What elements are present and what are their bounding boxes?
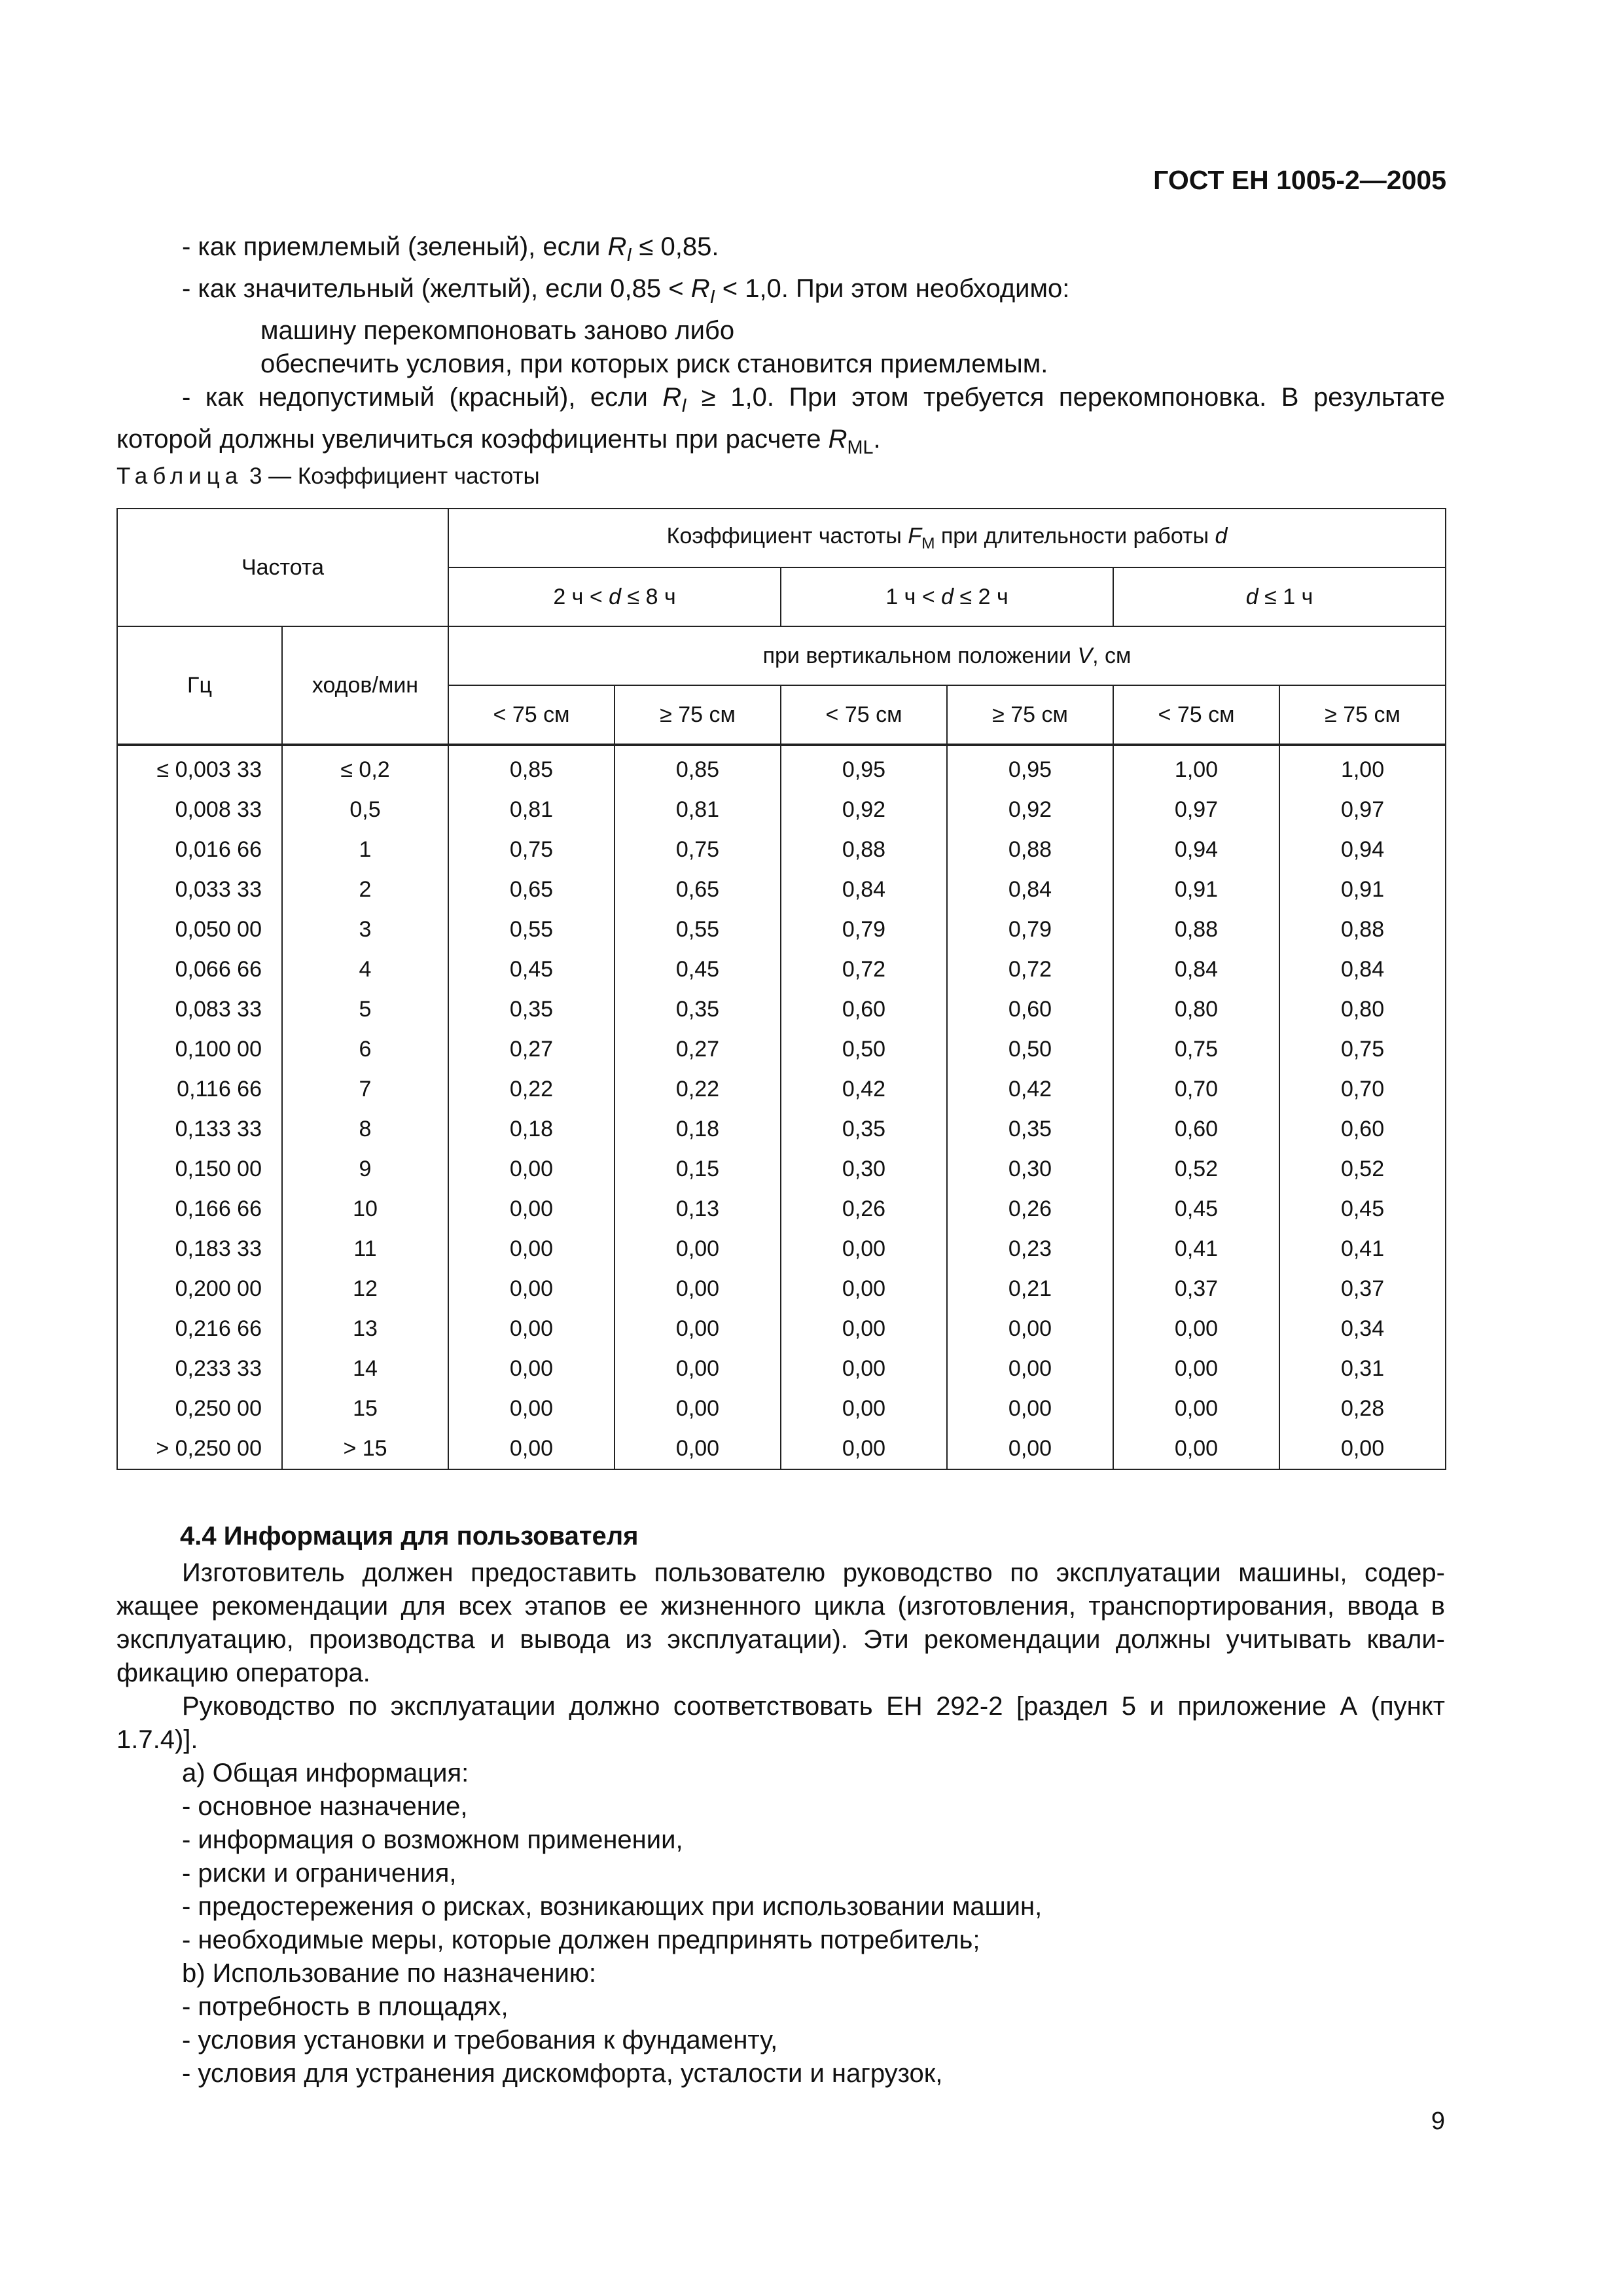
list-item: - предостережения о рисках, возникающих при использовании машин, xyxy=(182,1892,1043,1921)
strokes-cell: ≤ 0,2 xyxy=(282,745,448,790)
coefficient-cell: 0,00 xyxy=(1113,1429,1279,1469)
coefficient-cell: 0,35 xyxy=(781,1109,947,1149)
strokes-cell: 9 xyxy=(282,1149,448,1189)
frequency-hz-cell: 0,250 00 xyxy=(117,1389,282,1429)
coefficient-cell: 0,85 xyxy=(615,745,781,790)
coefficient-cell: 0,72 xyxy=(781,950,947,990)
coefficient-cell: 0,75 xyxy=(448,830,615,870)
coefficient-cell: 0,84 xyxy=(1113,950,1279,990)
coefficient-cell: 0,00 xyxy=(781,1229,947,1269)
strokes-cell: 4 xyxy=(282,950,448,990)
coefficient-cell: 1,00 xyxy=(1279,745,1446,790)
coefficient-cell: 0,22 xyxy=(615,1069,781,1109)
coefficient-cell: 0,60 xyxy=(1113,1109,1279,1149)
ge-75-header: ≥ 75 см xyxy=(947,685,1113,745)
acceptable-item: - как приемлемый (зеленый), если $R_I \le 0,85$. xyxy=(182,232,719,266)
list-item: - основное назначение, xyxy=(182,1792,468,1821)
coefficient-cell: 0,65 xyxy=(448,870,615,910)
ge-75-header: ≥ 75 см xyxy=(1279,685,1446,745)
coefficient-cell: 0,26 xyxy=(781,1189,947,1229)
frequency-hz-cell: 0,116 66 xyxy=(117,1069,282,1109)
lt-75-header: < 75 см xyxy=(448,685,615,745)
frequency-hz-cell: 0,008 33 xyxy=(117,790,282,830)
coefficient-cell: 0,00 xyxy=(1113,1389,1279,1429)
coefficient-cell: 0,79 xyxy=(947,910,1113,950)
list-item: - риски и ограничения, xyxy=(182,1859,457,1888)
coefficient-cell: 0,88 xyxy=(1113,910,1279,950)
hz-header: Гц xyxy=(117,626,282,745)
table-row xyxy=(117,1349,1446,1389)
duration-1-2h-header: 1 ч < d ≤ 2 ч xyxy=(781,567,1113,626)
coefficient-cell: 0,00 xyxy=(781,1429,947,1469)
coefficient-cell: 0,84 xyxy=(947,870,1113,910)
list-heading-b: b) Использование по назначению: xyxy=(182,1959,596,1988)
strokes-cell: 15 xyxy=(282,1389,448,1429)
coefficient-cell: 0,88 xyxy=(1279,910,1446,950)
table-row xyxy=(117,1109,1446,1149)
frequency-hz-cell: 0,100 00 xyxy=(117,1030,282,1069)
coefficient-cell: 0,00 xyxy=(615,1269,781,1309)
coefficient-cell: 0,70 xyxy=(1113,1069,1279,1109)
coefficient-cell: 0,00 xyxy=(448,1349,615,1389)
table-row xyxy=(117,745,1446,790)
coefficient-cell: 0,15 xyxy=(615,1149,781,1189)
list-item: - условия для устранения дискомфорта, усталости и нагрузок, xyxy=(182,2059,943,2088)
coefficient-cell: 0,37 xyxy=(1113,1269,1279,1309)
coefficient-cell: 0,13 xyxy=(615,1189,781,1229)
coefficient-cell: 0,85 xyxy=(448,745,615,790)
coefficient-cell: 0,80 xyxy=(1279,990,1446,1030)
coefficient-cell: 0,60 xyxy=(781,990,947,1030)
coefficient-cell: 0,52 xyxy=(1279,1149,1446,1189)
coefficient-cell: 0,35 xyxy=(448,990,615,1030)
ge-75-header: ≥ 75 см xyxy=(615,685,781,745)
strokes-cell: 14 xyxy=(282,1349,448,1389)
page-number: 9 xyxy=(1431,2108,1445,2135)
coefficient-cell: 0,84 xyxy=(781,870,947,910)
coefficient-cell: 0,30 xyxy=(947,1149,1113,1189)
strokes-cell: 8 xyxy=(282,1109,448,1149)
coefficient-cell: 0,55 xyxy=(615,910,781,950)
strokes-cell: 5 xyxy=(282,990,448,1030)
coefficient-cell: 0,23 xyxy=(947,1229,1113,1269)
coefficient-cell: 0,92 xyxy=(947,790,1113,830)
strokes-cell: 10 xyxy=(282,1189,448,1229)
table-row xyxy=(117,1269,1446,1309)
frequency-hz-cell: 0,050 00 xyxy=(117,910,282,950)
coefficient-cell: 0,80 xyxy=(1113,990,1279,1030)
list-item: - условия установки и требования к фундаменту, xyxy=(182,2026,778,2054)
coefficient-cell: 0,60 xyxy=(1279,1109,1446,1149)
coefficient-cell: 0,35 xyxy=(615,990,781,1030)
coefficient-cell: 0,30 xyxy=(781,1149,947,1189)
frequency-header: Частота xyxy=(117,509,448,626)
lt-75-header: < 75 см xyxy=(781,685,947,745)
frequency-hz-cell: 0,066 66 xyxy=(117,950,282,990)
table-row xyxy=(117,1149,1446,1189)
coefficient-cell: 0,75 xyxy=(1113,1030,1279,1069)
coefficient-cell: 0,41 xyxy=(1279,1229,1446,1269)
coefficient-cell: 0,91 xyxy=(1113,870,1279,910)
table-row xyxy=(117,1389,1446,1429)
coefficient-cell: 0,65 xyxy=(615,870,781,910)
coefficient-cell: 0,00 xyxy=(781,1269,947,1309)
duration-2-8h-header: 2 ч < d ≤ 8 ч xyxy=(448,567,781,626)
coefficient-cell: 0,22 xyxy=(448,1069,615,1109)
coefficient-cell: 0,00 xyxy=(448,1389,615,1429)
strokes-cell: > 15 xyxy=(282,1429,448,1469)
coefficient-cell: 0,95 xyxy=(781,745,947,790)
coefficient-cell: 0,00 xyxy=(448,1269,615,1309)
coefficient-cell: 0,81 xyxy=(615,790,781,830)
coefficient-cell: 0,00 xyxy=(448,1189,615,1229)
frequency-hz-cell: > 0,250 00 xyxy=(117,1429,282,1469)
coefficient-cell: 1,00 xyxy=(1113,745,1279,790)
coefficient-cell: 0,42 xyxy=(781,1069,947,1109)
coefficient-cell: 0,84 xyxy=(1279,950,1446,990)
document-header: ГОСТ ЕН 1005-2—2005 xyxy=(1153,165,1446,195)
coefficient-header: Коэффициент частоты $F_M$ при длительности работы d xyxy=(448,509,1446,567)
table-row xyxy=(117,990,1446,1030)
coefficient-cell: 0,00 xyxy=(781,1389,947,1429)
risk-classification-list xyxy=(116,230,1445,465)
coefficient-cell: 0,81 xyxy=(448,790,615,830)
coefficient-cell: 0,70 xyxy=(1279,1069,1446,1109)
coefficient-cell: 0,94 xyxy=(1279,830,1446,870)
coefficient-cell: 0,75 xyxy=(1279,1030,1446,1069)
coefficient-cell: 0,00 xyxy=(615,1229,781,1269)
coefficient-cell: 0,00 xyxy=(947,1349,1113,1389)
coefficient-cell: 0,00 xyxy=(781,1309,947,1349)
coefficient-cell: 0,97 xyxy=(1113,790,1279,830)
unacceptable-item: - как недопустимый (красный), если $R_I \ge 1,0$. При этом требуется перекомпоновка. В результате которой должны увеличиться коэффициенты при расчете $R_{ML}$. xyxy=(116,383,1445,458)
coefficient-cell: 0,28 xyxy=(1279,1389,1446,1429)
table-row xyxy=(117,950,1446,990)
coefficient-cell: 0,00 xyxy=(615,1429,781,1469)
strokes-cell: 7 xyxy=(282,1069,448,1109)
coefficient-cell: 0,27 xyxy=(615,1030,781,1069)
table-row xyxy=(117,1229,1446,1269)
coefficient-cell: 0,45 xyxy=(615,950,781,990)
list-item: - необходимые меры, которые должен предпринять потребитель; xyxy=(182,1926,980,1954)
frequency-hz-cell: 0,033 33 xyxy=(117,870,282,910)
frequency-hz-cell: 0,166 66 xyxy=(117,1189,282,1229)
coefficient-cell: 0,88 xyxy=(947,830,1113,870)
coefficient-cell: 0,00 xyxy=(615,1309,781,1349)
coefficient-cell: 0,79 xyxy=(781,910,947,950)
strokes-cell: 12 xyxy=(282,1269,448,1309)
paragraph-1: Изготовитель должен предоставить пользователю руководство по эксплуатации машины, содер-жащее рекомендации для всех этапов ее жизненного цикла (изготовления, транспортирования, ввода в эксплуатацию, производства и вывода из эксплуатации). Эти рекомендации должны учитывать квали-фикацию оператора. xyxy=(116,1558,1445,1687)
table-row xyxy=(117,1309,1446,1349)
coefficient-cell: 0,00 xyxy=(448,1229,615,1269)
strokes-per-min-header: ходов/мин xyxy=(282,626,448,745)
table-row xyxy=(117,870,1446,910)
table-row xyxy=(117,790,1446,830)
coefficient-cell: 0,00 xyxy=(947,1309,1113,1349)
significant-subitem-2: обеспечить условия, при которых риск становится приемлемым. xyxy=(260,350,1048,378)
frequency-coefficient-table xyxy=(116,508,1446,1470)
coefficient-cell: 0,37 xyxy=(1279,1269,1446,1309)
frequency-hz-cell: 0,133 33 xyxy=(117,1109,282,1149)
coefficient-cell: 0,21 xyxy=(947,1269,1113,1309)
coefficient-cell: 0,92 xyxy=(781,790,947,830)
significant-subitem-1: машину перекомпоновать заново либо xyxy=(260,316,735,345)
coefficient-cell: 0,45 xyxy=(1113,1189,1279,1229)
frequency-hz-cell: 0,150 00 xyxy=(117,1149,282,1189)
coefficient-cell: 0,00 xyxy=(615,1389,781,1429)
coefficient-cell: 0,00 xyxy=(781,1349,947,1389)
frequency-hz-cell: 0,200 00 xyxy=(117,1269,282,1309)
strokes-cell: 13 xyxy=(282,1309,448,1349)
lt-75-header: < 75 см xyxy=(1113,685,1279,745)
table-body xyxy=(117,745,1446,1469)
frequency-hz-cell: 0,183 33 xyxy=(117,1229,282,1269)
coefficient-cell: 0,00 xyxy=(615,1349,781,1389)
frequency-hz-cell: 0,216 66 xyxy=(117,1309,282,1349)
table-row xyxy=(117,830,1446,870)
coefficient-cell: 0,00 xyxy=(1113,1349,1279,1389)
coefficient-cell: 0,35 xyxy=(947,1109,1113,1149)
coefficient-cell: 0,00 xyxy=(448,1149,615,1189)
strokes-cell: 1 xyxy=(282,830,448,870)
coefficient-cell: 0,94 xyxy=(1113,830,1279,870)
strokes-cell: 2 xyxy=(282,870,448,910)
coefficient-cell: 0,31 xyxy=(1279,1349,1446,1389)
coefficient-cell: 0,41 xyxy=(1113,1229,1279,1269)
coefficient-cell: 0,00 xyxy=(448,1429,615,1469)
frequency-hz-cell: 0,083 33 xyxy=(117,990,282,1030)
coefficient-cell: 0,91 xyxy=(1279,870,1446,910)
coefficient-cell: 0,72 xyxy=(947,950,1113,990)
coefficient-cell: 0,50 xyxy=(947,1030,1113,1069)
strokes-cell: 11 xyxy=(282,1229,448,1269)
paragraph-2: Руководство по эксплуатации должно соответствовать ЕН 292-2 [раздел 5 и приложение А (пункт 1.7.4)]. xyxy=(116,1692,1445,1754)
list-heading-a: а) Общая информация: xyxy=(182,1759,469,1787)
coefficient-cell: 0,45 xyxy=(448,950,615,990)
coefficient-cell: 0,95 xyxy=(947,745,1113,790)
coefficient-cell: 0,00 xyxy=(947,1429,1113,1469)
table-row xyxy=(117,1069,1446,1109)
coefficient-cell: 0,00 xyxy=(947,1389,1113,1429)
frequency-hz-cell: 0,016 66 xyxy=(117,830,282,870)
strokes-cell: 0,5 xyxy=(282,790,448,830)
coefficient-cell: 0,34 xyxy=(1279,1309,1446,1349)
duration-le-1h-header: d ≤ 1 ч xyxy=(1113,567,1446,626)
coefficient-cell: 0,00 xyxy=(1279,1429,1446,1469)
coefficient-cell: 0,60 xyxy=(947,990,1113,1030)
vertical-position-header: при вертикальном положении V, см xyxy=(448,626,1446,685)
strokes-cell: 6 xyxy=(282,1030,448,1069)
list-item: - информация о возможном применении, xyxy=(182,1825,683,1854)
coefficient-cell: 0,27 xyxy=(448,1030,615,1069)
coefficient-cell: 0,18 xyxy=(615,1109,781,1149)
frequency-hz-cell: 0,233 33 xyxy=(117,1349,282,1389)
coefficient-cell: 0,52 xyxy=(1113,1149,1279,1189)
table-caption: Таблица 3 — Коэффициент частоты xyxy=(116,463,540,489)
table-row xyxy=(117,1189,1446,1229)
coefficient-cell: 0,55 xyxy=(448,910,615,950)
section-body xyxy=(116,1556,1445,2090)
coefficient-cell: 0,45 xyxy=(1279,1189,1446,1229)
list-item: - потребность в площадях, xyxy=(182,1992,508,2021)
significant-item: - как значительный (желтый), если $0,85 < R_I < 1,0$. При этом необходимо: xyxy=(182,274,1070,308)
frequency-hz-cell: ≤ 0,003 33 xyxy=(117,745,282,790)
coefficient-cell: 0,18 xyxy=(448,1109,615,1149)
strokes-cell: 3 xyxy=(282,910,448,950)
coefficient-cell: 0,88 xyxy=(781,830,947,870)
section-title: 4.4 Информация для пользователя xyxy=(180,1522,639,1551)
table-row xyxy=(117,910,1446,950)
coefficient-cell: 0,42 xyxy=(947,1069,1113,1109)
coefficient-cell: 0,50 xyxy=(781,1030,947,1069)
coefficient-cell: 0,26 xyxy=(947,1189,1113,1229)
coefficient-cell: 0,00 xyxy=(448,1309,615,1349)
coefficient-cell: 0,00 xyxy=(1113,1309,1279,1349)
coefficient-cell: 0,97 xyxy=(1279,790,1446,830)
table-row xyxy=(117,1429,1446,1469)
table-row xyxy=(117,1030,1446,1069)
coefficient-cell: 0,75 xyxy=(615,830,781,870)
